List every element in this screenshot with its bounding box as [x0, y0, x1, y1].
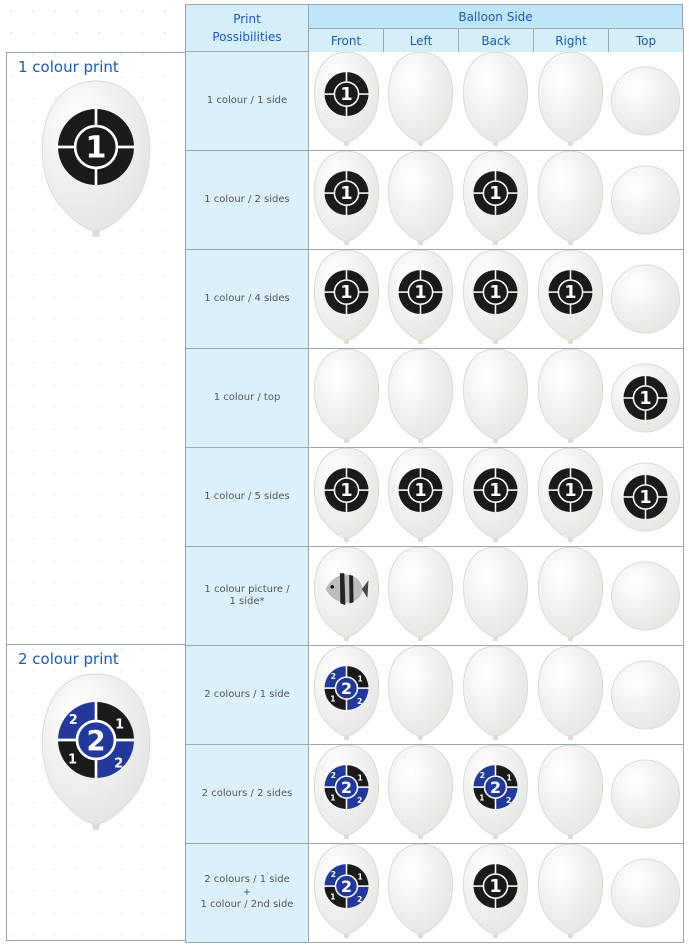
balloon-cell-left	[383, 646, 459, 745]
balloon-cell-right	[533, 844, 609, 943]
balloon	[538, 349, 602, 439]
two-colour-print	[325, 864, 369, 908]
balloon-cell-front	[308, 547, 384, 646]
balloon-cell-top	[608, 448, 684, 547]
balloon	[463, 547, 527, 637]
balloon-cell-back	[458, 151, 534, 250]
one-colour-print	[549, 270, 593, 314]
svg-text:1: 1	[489, 877, 502, 898]
balloon-top	[612, 265, 680, 333]
svg-text:2: 2	[68, 713, 78, 729]
balloon-cell-top	[608, 250, 684, 349]
svg-text:1: 1	[506, 773, 512, 783]
svg-text:2: 2	[330, 869, 336, 879]
balloon-cell-front	[308, 844, 384, 943]
balloon-cell-front	[308, 52, 384, 151]
header-side-top: Top	[608, 28, 684, 53]
svg-text:1: 1	[489, 184, 502, 205]
row-label: 1 colour / 4 sides	[185, 250, 309, 349]
balloon-cell-right	[533, 151, 609, 250]
svg-text:1: 1	[330, 892, 336, 902]
balloon-top	[612, 562, 680, 630]
one-colour-print	[325, 171, 369, 215]
one-colour-print	[399, 270, 443, 314]
balloon-cell-top	[608, 745, 684, 844]
balloon-cell-back	[458, 250, 534, 349]
balloon-cell-top	[608, 547, 684, 646]
svg-text:2: 2	[330, 770, 336, 780]
balloon-cell-left	[383, 151, 459, 250]
balloon-cell-back	[458, 52, 534, 151]
row-label: 1 colour picture / 1 side*	[185, 547, 309, 646]
svg-text:1: 1	[330, 694, 336, 704]
svg-text:2: 2	[506, 795, 512, 805]
balloon-cell-front	[308, 151, 384, 250]
balloon	[463, 646, 527, 736]
svg-text:2: 2	[340, 678, 353, 698]
one-colour-print	[549, 468, 593, 512]
svg-text:2: 2	[357, 894, 363, 904]
svg-text:1: 1	[489, 481, 502, 502]
balloon	[388, 151, 452, 241]
svg-text:2: 2	[340, 876, 353, 896]
balloon-cell-back	[458, 448, 534, 547]
balloon-cell-front	[308, 745, 384, 844]
one-colour-print	[474, 468, 518, 512]
balloon	[538, 646, 602, 736]
balloon	[538, 844, 602, 934]
balloon	[538, 151, 602, 241]
balloon-cell-front	[308, 250, 384, 349]
balloon	[388, 52, 452, 142]
balloon-cell-right	[533, 448, 609, 547]
balloon-top	[612, 859, 680, 927]
svg-text:1: 1	[357, 773, 363, 783]
svg-text:1: 1	[414, 481, 427, 502]
balloon-cell-back	[458, 349, 534, 448]
balloon-cell-top	[608, 52, 684, 151]
balloon-cell-top	[608, 646, 684, 745]
row-label: 2 colours / 2 sides	[185, 745, 309, 844]
balloon-cell-right	[533, 547, 609, 646]
svg-text:2: 2	[357, 696, 363, 706]
two-colour-print	[58, 702, 134, 778]
balloon-cell-left	[383, 745, 459, 844]
balloon-cell-front	[308, 646, 384, 745]
header-side-front: Front	[308, 28, 384, 53]
balloon-cell-right	[533, 250, 609, 349]
header-side-right: Right	[533, 28, 609, 53]
balloon-cell-right	[533, 745, 609, 844]
one-colour-print	[624, 475, 668, 519]
header-print-possibilities: Print Possibilities	[185, 4, 309, 52]
balloon-cell-left	[383, 349, 459, 448]
balloon-cell-left	[383, 547, 459, 646]
svg-text:1: 1	[340, 184, 353, 205]
balloon-cell-left	[383, 448, 459, 547]
one-colour-print	[325, 468, 369, 512]
row-label: 1 colour / top	[185, 349, 309, 448]
one-colour-print	[474, 270, 518, 314]
balloon-cell-front	[308, 448, 384, 547]
svg-text:1: 1	[357, 674, 363, 684]
one-colour-print	[624, 376, 668, 420]
svg-text:1: 1	[115, 717, 125, 733]
header-side-left: Left	[383, 28, 459, 53]
one-colour-print	[474, 864, 518, 908]
svg-text:2: 2	[86, 725, 106, 757]
svg-text:2: 2	[114, 756, 124, 772]
balloon	[463, 52, 527, 142]
balloon	[538, 547, 602, 637]
svg-text:1: 1	[67, 752, 77, 768]
row-label: 1 colour / 5 sides	[185, 448, 309, 547]
svg-text:1: 1	[340, 85, 353, 106]
svg-text:1: 1	[330, 793, 336, 803]
balloon-cell-top	[608, 151, 684, 250]
balloon-cell-right	[533, 52, 609, 151]
one-colour-print	[399, 468, 443, 512]
one-colour-print	[325, 72, 369, 116]
svg-text:1: 1	[340, 481, 353, 502]
big-balloon-2-colour	[31, 672, 161, 837]
header-balloon-side: Balloon Side	[308, 4, 683, 29]
svg-text:2: 2	[357, 795, 363, 805]
two-colour-print	[325, 765, 369, 809]
svg-text:1: 1	[414, 283, 427, 304]
balloon-cell-top	[608, 349, 684, 448]
balloon-top	[612, 166, 680, 234]
two-colour-print	[325, 666, 369, 710]
svg-text:1: 1	[489, 283, 502, 304]
balloon	[388, 547, 452, 637]
svg-text:1: 1	[340, 283, 353, 304]
balloon	[538, 52, 602, 142]
balloon-cell-back	[458, 844, 534, 943]
balloon-cell-back	[458, 745, 534, 844]
group-title-2-colour: 2 colour print	[18, 650, 119, 668]
one-colour-print	[325, 270, 369, 314]
two-colour-print	[474, 765, 518, 809]
big-balloon-1-colour	[31, 79, 161, 244]
row-label: 2 colours / 1 side + 1 colour / 2nd side	[185, 844, 309, 943]
header-side-back: Back	[458, 28, 534, 53]
balloon	[388, 349, 452, 439]
balloon-cell-top	[608, 844, 684, 943]
group-title-1-colour: 1 colour print	[18, 58, 119, 76]
balloon-cell-back	[458, 646, 534, 745]
row-label: 2 colours / 1 side	[185, 646, 309, 745]
balloon-cell-left	[383, 250, 459, 349]
balloon-cell-front	[308, 349, 384, 448]
balloon	[388, 844, 452, 934]
balloon-cell-back	[458, 547, 534, 646]
svg-text:1: 1	[639, 487, 652, 508]
balloon-cell-left	[383, 52, 459, 151]
balloon-cell-left	[383, 844, 459, 943]
balloon-cell-right	[533, 349, 609, 448]
svg-text:1: 1	[564, 481, 577, 502]
balloon-top	[612, 67, 680, 135]
balloon-top	[612, 760, 680, 828]
svg-text:1: 1	[564, 283, 577, 304]
balloon	[314, 349, 378, 439]
balloon-top	[612, 661, 680, 729]
row-label: 1 colour / 2 sides	[185, 151, 309, 250]
svg-text:1: 1	[479, 793, 485, 803]
one-colour-print	[58, 109, 134, 185]
balloon	[463, 349, 527, 439]
row-label: 1 colour / 1 side	[185, 52, 309, 151]
svg-text:2: 2	[479, 770, 485, 780]
svg-text:2: 2	[340, 777, 353, 797]
svg-text:2: 2	[489, 777, 502, 797]
balloon	[388, 646, 452, 736]
svg-text:1: 1	[639, 388, 652, 409]
svg-text:1: 1	[85, 130, 107, 166]
balloon	[538, 745, 602, 835]
one-colour-print	[474, 171, 518, 215]
balloon-cell-right	[533, 646, 609, 745]
svg-text:1: 1	[357, 872, 363, 882]
balloon	[388, 745, 452, 835]
svg-text:2: 2	[330, 671, 336, 681]
